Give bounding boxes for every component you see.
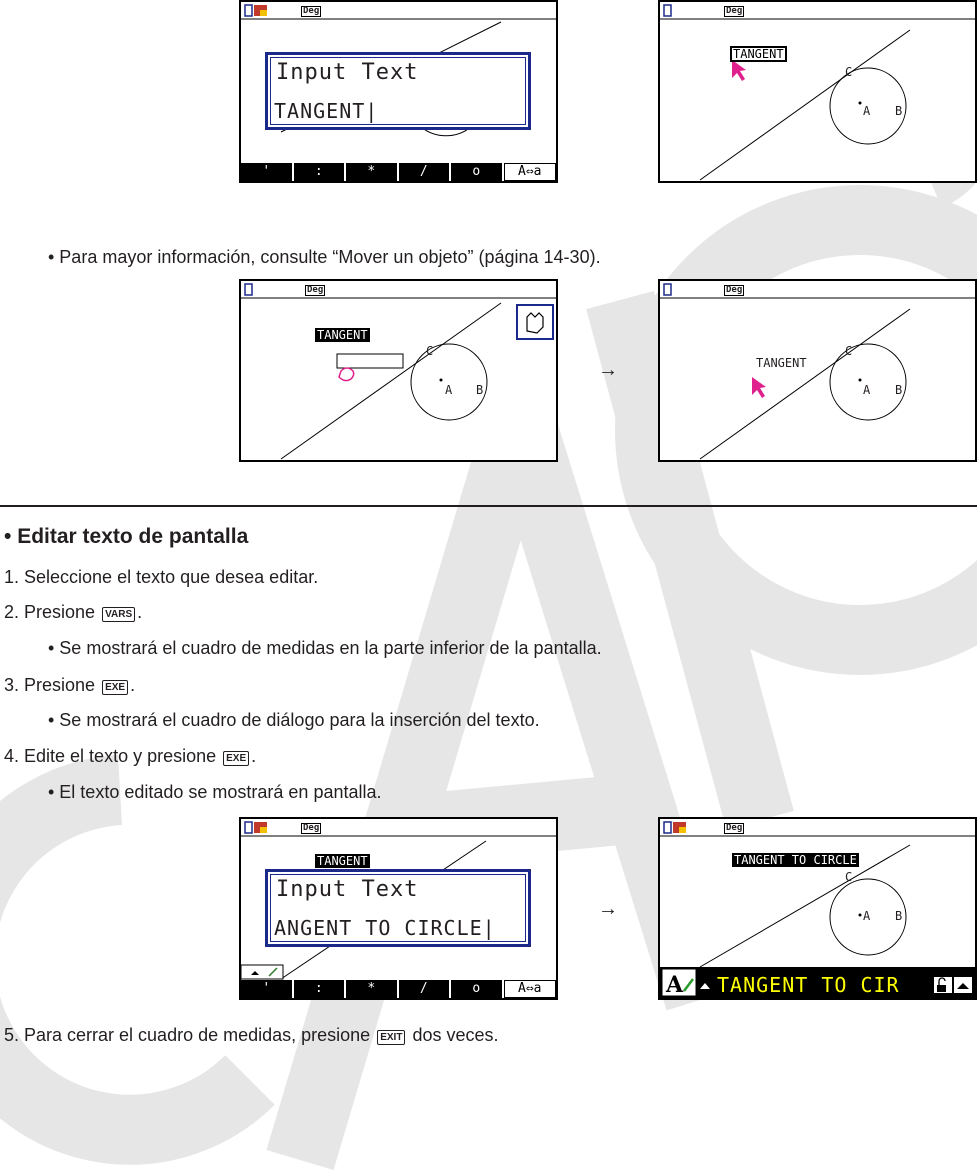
text-object[interactable]: TANGENT bbox=[317, 328, 368, 342]
screen-geometry bbox=[660, 281, 975, 460]
angle-unit-indicator: Deg bbox=[307, 285, 324, 295]
exe-key-icon: EXE bbox=[223, 751, 249, 766]
fkey-2[interactable]: : bbox=[294, 980, 345, 998]
fkey-6[interactable]: A⇔a bbox=[504, 163, 557, 181]
step-5-end: dos veces. bbox=[412, 1025, 499, 1045]
step-4-text: 4. Edite el texto y presione bbox=[4, 746, 217, 766]
point-a-label: A bbox=[863, 383, 871, 397]
dialog-text-field[interactable]: ANGENT TO CIRCLE | bbox=[274, 916, 496, 940]
dialog-text-field[interactable]: TANGENT | bbox=[274, 99, 378, 123]
point-a-label: A bbox=[445, 383, 453, 397]
dialog-title: Input Text bbox=[276, 60, 419, 85]
screen-text-edited bbox=[658, 817, 977, 1000]
step-2-note: • Se mostrará el cuadro de medidas en la parte inferior de la pantalla. bbox=[48, 638, 602, 658]
drag-outline bbox=[337, 354, 403, 368]
point-b-label: B bbox=[895, 104, 903, 118]
text-object[interactable]: TANGENT bbox=[317, 854, 368, 868]
point-c-label: C bbox=[845, 65, 853, 79]
period: . bbox=[130, 675, 136, 695]
screen-geometry bbox=[660, 2, 975, 181]
text-object[interactable]: TANGENT bbox=[756, 356, 807, 370]
point-b-label: B bbox=[476, 383, 484, 397]
screen-geometry bbox=[660, 819, 975, 998]
screen-geometry bbox=[241, 281, 556, 460]
angle-unit-indicator: Deg bbox=[303, 823, 320, 833]
section-heading bbox=[4, 525, 248, 549]
text-object[interactable]: TANGENT bbox=[730, 46, 787, 62]
battery-icon bbox=[245, 284, 252, 295]
fkey-5[interactable]: o bbox=[451, 163, 502, 181]
step-4 bbox=[4, 745, 256, 767]
screen-text-moved bbox=[658, 279, 977, 462]
fkey-3[interactable]: * bbox=[346, 980, 397, 998]
pointer-cursor-icon bbox=[752, 377, 766, 398]
period: . bbox=[137, 602, 143, 622]
point-c-label: C bbox=[845, 870, 853, 884]
point-b-label: B bbox=[895, 909, 903, 923]
section-bullet: • bbox=[4, 525, 12, 548]
exe-key-icon: EXE bbox=[102, 680, 128, 695]
battery-icon bbox=[245, 5, 252, 16]
point-c-label: C bbox=[426, 344, 434, 358]
fkey-1[interactable]: ' bbox=[241, 163, 292, 181]
screen-edit-text-dialog bbox=[239, 817, 558, 1000]
step-3-text: 3. Presione bbox=[4, 675, 96, 695]
text-object[interactable]: TANGENT TO CIRCLE bbox=[734, 853, 857, 867]
angle-unit-indicator: Deg bbox=[726, 6, 743, 16]
more-info-note: • Para mayor información, consulte “Mover un objeto” (página 14-30). bbox=[48, 247, 601, 267]
screen-move-text bbox=[239, 279, 558, 462]
battery-icon bbox=[245, 822, 252, 833]
section-divider bbox=[0, 505, 977, 507]
angle-unit-indicator: Deg bbox=[726, 285, 743, 295]
screen-input-text-dialog bbox=[239, 0, 558, 183]
point-a-label: A bbox=[863, 909, 871, 923]
fkey-5[interactable]: o bbox=[451, 980, 502, 998]
battery-icon bbox=[664, 5, 671, 16]
step-1: 1. Seleccione el texto que desea editar. bbox=[4, 567, 319, 587]
section-title: Editar texto de pantalla bbox=[17, 525, 249, 548]
battery-icon bbox=[664, 284, 671, 295]
point-b-label: B bbox=[895, 383, 903, 397]
point-c-label: C bbox=[845, 344, 853, 358]
fkey-4[interactable]: / bbox=[399, 163, 450, 181]
measurement-value[interactable]: TANGENT TO CIR bbox=[717, 973, 900, 997]
svg-text:A: A bbox=[666, 972, 684, 998]
function-key-bar bbox=[241, 163, 556, 181]
function-key-bar bbox=[241, 980, 556, 998]
pointer-cursor-icon bbox=[732, 60, 746, 81]
angle-unit-indicator: Deg bbox=[726, 823, 743, 833]
fkey-3[interactable]: * bbox=[346, 163, 397, 181]
step-2-text: 2. Presione bbox=[4, 602, 96, 622]
screen-text-placed bbox=[658, 0, 977, 183]
point-a-label: A bbox=[863, 104, 871, 118]
fkey-2[interactable]: : bbox=[294, 163, 345, 181]
step-5-text: 5. Para cerrar el cuadro de medidas, presione bbox=[4, 1025, 371, 1045]
vars-key-icon: VARS bbox=[102, 607, 135, 622]
dialog-title: Input Text bbox=[276, 877, 419, 902]
angle-unit-indicator: Deg bbox=[303, 6, 320, 16]
period: . bbox=[251, 746, 257, 766]
sequence-arrow: → bbox=[598, 898, 618, 920]
step-2 bbox=[4, 601, 142, 623]
battery-icon bbox=[664, 822, 671, 833]
exit-key-icon: EXIT bbox=[377, 1030, 405, 1045]
step-5 bbox=[4, 1024, 499, 1046]
input-text-dialog[interactable] bbox=[265, 52, 531, 130]
step-3-note: • Se mostrará el cuadro de diálogo para la inserción del texto. bbox=[48, 710, 540, 730]
fkey-6[interactable]: A⇔a bbox=[504, 980, 557, 998]
fkey-1[interactable]: ' bbox=[241, 980, 292, 998]
hand-cursor-icon bbox=[339, 368, 354, 381]
step-4-note: • El texto editado se mostrará en pantalla. bbox=[48, 782, 382, 802]
step-3 bbox=[4, 674, 135, 696]
sequence-arrow: → bbox=[598, 359, 618, 381]
input-text-dialog[interactable] bbox=[265, 869, 531, 947]
fkey-4[interactable]: / bbox=[399, 980, 450, 998]
